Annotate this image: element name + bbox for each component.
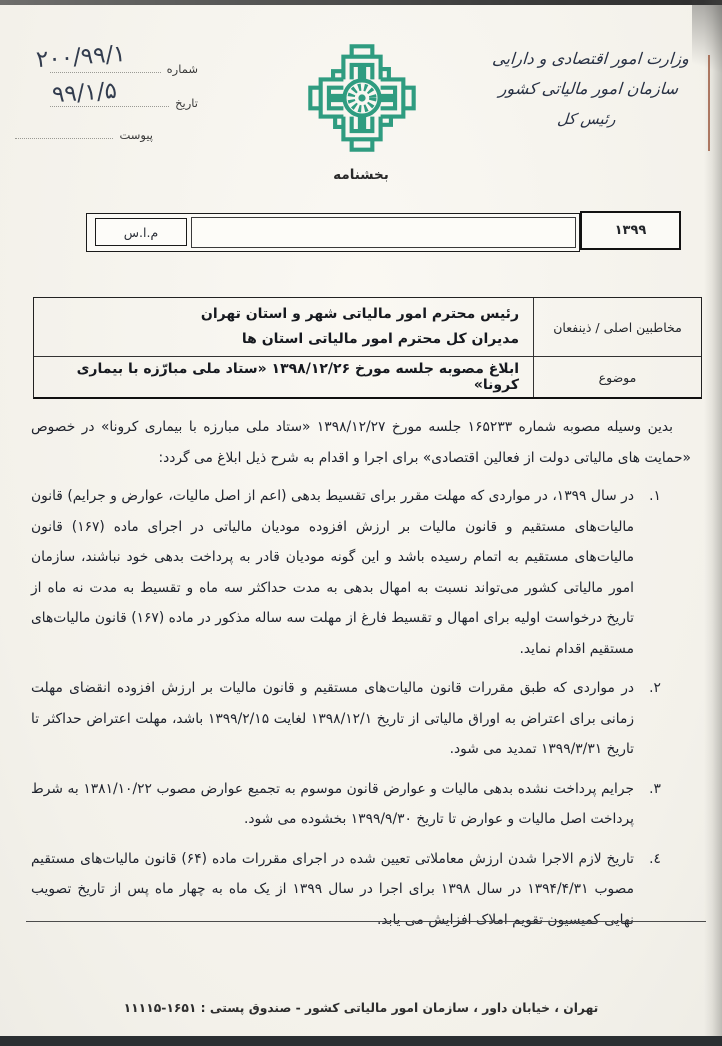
- item-1-text: در سال ۱۳۹۹، در مواردی که مهلت مقرر برای تقسیط بدهی (اعم از اصل مالیات، عوارض و جرایم) قانون مالیات‌های مستقیم و قانون مالیات بر ارزش افزوده مودیان مالیاتی در اجرای ماده (۱۶۷) قانون مالیات‌های مستقیم به اتمام رسیده باشد و این گونه مودیان قادر به پرداخت بدهی خود نباشند، سازمان امور مالیاتی کشور می‌تواند نسبت به امهال بدهی به مدت حداکثر سه ماه و تقسیط به مدت نه ماه از تاریخ درخواست اولیه برای امهال و تقسیط فارغ از مهلت سه ساله مذکور در ماده (۱۶۷) قانون مالیات‌های مستقیم اقدام نماید.: [31, 488, 635, 657]
- handwritten-date: ۹۹/۱/۵: [51, 77, 118, 109]
- scan-edge-bottom: [0, 1036, 722, 1046]
- recipient-line-1: رئیس محترم امور مالیاتی شهر و استان تهران: [200, 306, 519, 322]
- recipients-value: [34, 298, 533, 357]
- blank-reference-box: [191, 217, 576, 248]
- attachment-dotted-line: [15, 128, 113, 139]
- ministry-name: وزارت امور اقتصادی و دارایی: [491, 49, 690, 68]
- scan-edge-top: [0, 0, 722, 5]
- item-4-marker: ٤.: [649, 850, 661, 867]
- tax-organization-name: سازمان امور مالیاتی کشور: [498, 79, 679, 98]
- year-box: ۱۳۹۹: [580, 211, 681, 250]
- letterhead-titles: [478, 44, 699, 134]
- attachment-label: پیوست: [119, 128, 153, 142]
- addressee-subject-table: [33, 297, 702, 399]
- handwritten-number: ۲۰۰/۹۹/۱: [35, 40, 127, 74]
- date-label: تاریخ: [175, 96, 198, 110]
- subject-label: موضوع: [533, 357, 701, 397]
- inta-emblem-icon: [300, 36, 424, 160]
- number-label: شماره: [166, 62, 198, 76]
- director-general-title: رئیس کل: [556, 110, 617, 128]
- recipients-label: مخاطبین اصلی / ذینفعان: [533, 298, 701, 357]
- item-3-marker: ۳.: [649, 780, 661, 797]
- letter-item-2: [31, 673, 665, 765]
- letter-intro: بدین وسیله مصوبه شماره ۱۶۵۲۳۳ جلسه مورخ ۱۳۹۸/۱۲/۲۷ «ستاد ملی مبارزه با بیماری کرونا» در خصوص «حمایت های مالیاتی دولت از فعالین اقتصادی» برای اجرا و اقدام به شرح ذیل ابلاغ می گردد:: [31, 419, 691, 466]
- letter-item-1: [31, 481, 665, 664]
- scan-red-margin-line: [708, 55, 711, 151]
- footer-address: تهران ، خیابان داور ، سازمان امور مالیاتی کشور - صندوق پستی : ۱۶۵۱-۱۱۱۱۵: [123, 1001, 599, 1015]
- code-boxes-frame: [86, 213, 580, 252]
- item-2-text: در مواردی که طبق مقررات قانون مالیات‌های مستقیم و قانون مالیات بر ارزش افزوده انقضای مهلت زمانی برای اعتراض به اوراق مالیاتی از تاریخ ۱۳۹۸/۱۲/۱ لغایت ۱۳۹۹/۲/۱۵ باشد، مهلت اعتراض حداکثر تا تاریخ ۱۳۹۹/۳/۳۱ تمدید می شود.: [31, 680, 634, 757]
- item-3-text: جرایم پرداخت نشده بدهی مالیات و عوارض قانون موسوم به تجمیع عوارض مصوب ۱۳۸۱/۱۰/۲۲ به شرط پرداخت اصل مالیات و عوارض تا تاریخ ۱۳۹۹/۹/۳۰ بخشوده می شود.: [31, 780, 634, 827]
- letter-body: [31, 412, 691, 944]
- scan-edge-right: [704, 0, 722, 1046]
- letter-item-3: [31, 774, 665, 835]
- circular-title: بخشنامه: [333, 167, 389, 183]
- item-1-marker: ۱.: [649, 488, 661, 504]
- footer-separator-line: [26, 921, 706, 922]
- item-2-marker: ۲.: [649, 680, 661, 696]
- print-code-box: م.ا.س: [95, 218, 187, 246]
- recipient-line-2: مدیران کل محترم امور مالیاتی استان ها: [241, 331, 519, 347]
- item-4-text: تاریخ لازم الاجرا شدن ارزش معاملاتی تعیین شده در اجرای مقررات ماده (۶۴) قانون مالیات‌های مستقیم مصوب ۱۳۹۴/۴/۳۱ در سال ۱۳۹۸ برای اجرا در سال ۱۳۹۹ از یک ماه به چهار ماه پس از تاریخ تصویب نهایی کمیسیون تقویم املاک افزایش می یابد.: [31, 850, 635, 928]
- attachment-field: [15, 128, 155, 142]
- subject-value: ابلاغ مصوبه جلسه مورخ ۱۳۹۸/۱۲/۲۶ «ستاد ملی مبارّزه با بیماری کرونا»: [76, 361, 519, 393]
